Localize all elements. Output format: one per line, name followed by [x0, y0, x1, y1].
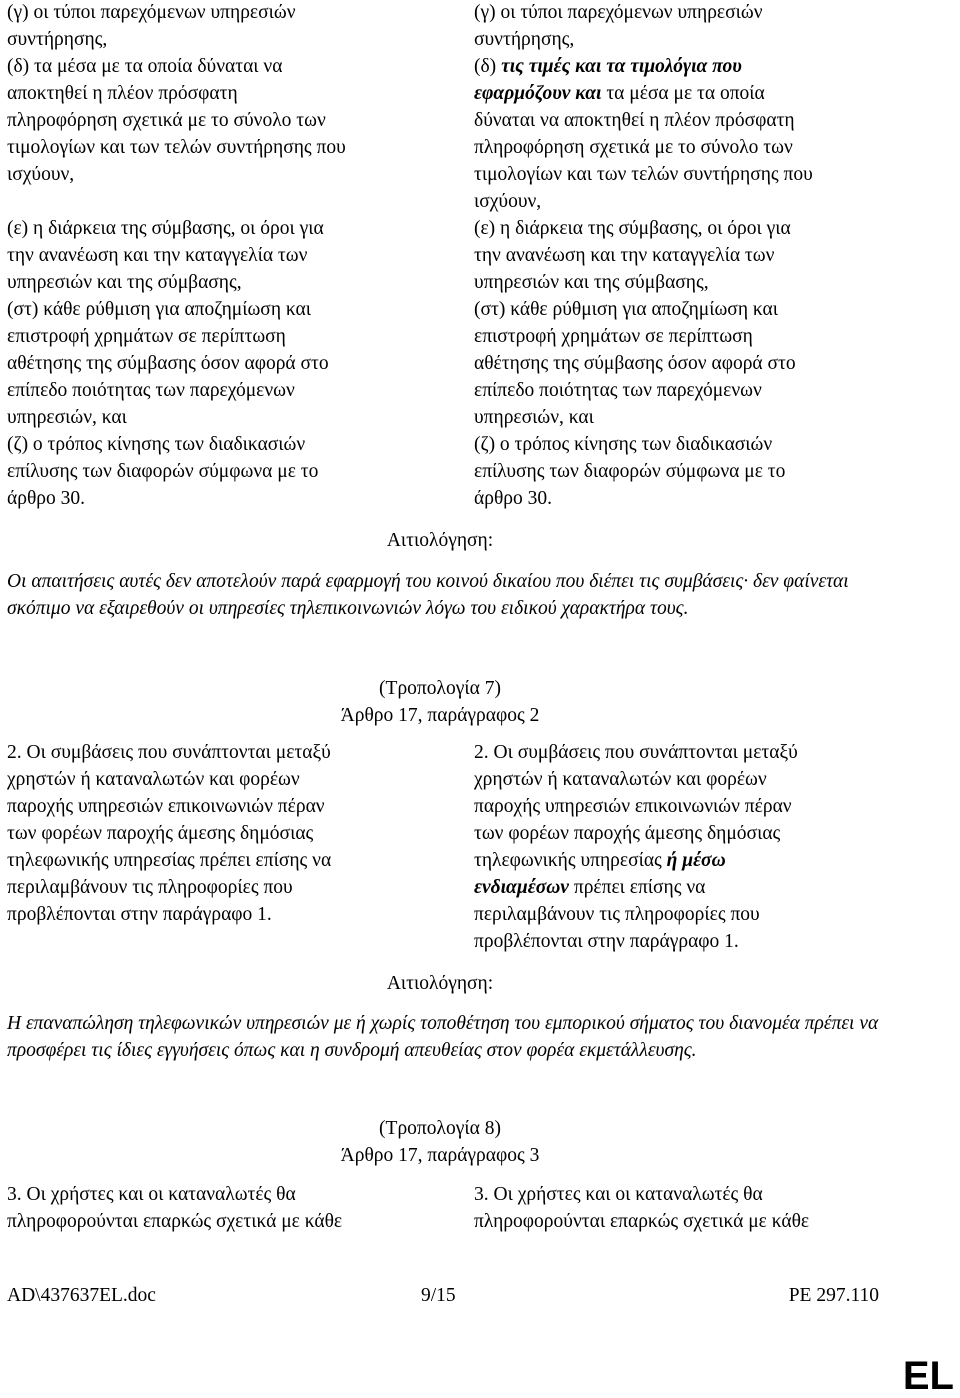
amendment-title: (Τροπολογία 7) — [379, 678, 501, 699]
amended-text-part: (γ) οι τύποι παρεχόμενων υπηρεσιών συντήρησης, (δ) — [474, 2, 763, 77]
amendment-article: Άρθρο 17, παράγραφος 3 — [340, 1145, 540, 1166]
amendment-title: (Τροπολογία 8) — [379, 1118, 501, 1139]
amendment7-amended-text — [474, 739, 914, 955]
justification-label: Αιτιολόγηση: — [386, 973, 494, 994]
document-reference: PE 297.110 — [788, 1285, 879, 1306]
amendment8-amended-text: 3. Οι χρήστες και οι καταναλωτές θα πληροφορούνται επαρκώς σχετικά με κάθε — [474, 1184, 810, 1232]
amended-text-insertion: ή μέσω ενδιαμέσων — [474, 850, 726, 898]
page-number: 9/15 — [421, 1285, 456, 1306]
amended-text-part: πρέπει επίσης να περιλαμβάνουν τις πληροφορίες που προβλέπονται στην παράγραφο 1. — [474, 877, 760, 952]
amendment6-original-text: (γ) οι τύποι παρεχόμενων υπηρεσιών συντήρησης, (δ) τα μέσα με τα οποία δύναται να αποκτηθεί η πλέον πρόσφατη πληροφόρηση σχετικά με το σύνολο των τιμολογίων και των τελών συντήρησης που ισχύουν, (ε) η διάρκεια της σύμβασης, οι όροι για την ανανέωση και την καταγγελία των υπηρεσιών και της σύμβασης, (στ) κάθε ρύθμιση για αποζημίωση και επιστροφή χρημάτων σε περίπτωση αθέτησης της σύμβασης όσον αφορά στο επίπεδο ποιότητας των παρεχόμενων υπηρεσιών, και (ζ) ο τρόπος κίνησης των διαδικασιών επίλυσης των διαφορών σύμφωνα με το άρθρο 30. — [7, 2, 346, 509]
justification-label: Αιτιολόγηση: — [386, 530, 494, 551]
amendment7-original-text: 2. Οι συμβάσεις που συνάπτονται μεταξύ χρηστών ή καταναλωτών και φορέων παροχής υπηρεσιών επικοινωνιών πέραν των φορέων παροχής άμεσης δημόσιας τηλεφωνικής υπηρεσίας πρέπει επίσης να περιλαμβάνουν τις πληροφορίες που προβλέπονται στην παράγραφο 1. — [7, 742, 332, 925]
amendment8-original-text: 3. Οι χρήστες και οι καταναλωτές θα πληροφορούνται επαρκώς σχετικά με κάθε — [7, 1184, 343, 1232]
justification-text: Η επαναπώληση τηλεφωνικών υπηρεσιών με ή χωρίς τοποθέτηση του εμπορικού σήματος του διανομέα πρέπει να προσφέρει τις ίδιες εγγυήσεις όπως και η συνδρομή απευθείας στον φορέα εκμετάλλευσης. — [7, 1013, 879, 1061]
amended-text-part: 2. Οι συμβάσεις που συνάπτονται μεταξύ χρηστών ή καταναλωτών και φορέων παροχής υπηρεσιών επικοινωνιών πέραν των φορέων παροχής άμεσης δημόσιας τηλεφωνικής υπηρεσίας — [474, 742, 798, 871]
justification-text: Οι απαιτήσεις αυτές δεν αποτελούν παρά εφαρμογή του κοινού δικαίου που διέπει τις συμβάσεις· δεν φαίνεται σκόπιμο να εξαιρεθούν οι υπηρεσίες τηλεπικοινωνιών λόγω του ειδικού χαρακτήρα τους. — [7, 571, 849, 619]
document-filename: AD\437637EL.doc — [7, 1285, 156, 1306]
amended-text-part: τα μέσα με τα οποία δύναται να αποκτηθεί η πλέον πρόσφατη πληροφόρηση σχετικά με το σύνολο των τιμολογίων και των τελών συντήρησης που ισχύουν, (ε) η διάρκεια της σύμβασης, οι όροι για την ανανέωση και την καταγγελία των υπηρεσιών και της σύμβασης, (στ) κάθε ρύθμιση για αποζημίωση και επιστροφή χρημάτων σε περίπτωση αθέτησης της σύμβασης όσον αφορά στο επίπεδο ποιότητας των παρεχόμενων υπηρεσιών, και (ζ) ο τρόπος κίνησης των διαδικασιών επίλυσης των διαφορών σύμφωνα με το άρθρο 30. — [474, 83, 813, 509]
amendment6-amended-text — [474, 0, 914, 512]
amendment-article: Άρθρο 17, παράγραφος 2 — [340, 705, 540, 726]
language-code: EL — [902, 1354, 954, 1398]
page-footer — [7, 1282, 879, 1309]
amended-text-insertion: τις τιμές και τα τιμολόγια που εφαρμόζουν και — [474, 56, 742, 104]
